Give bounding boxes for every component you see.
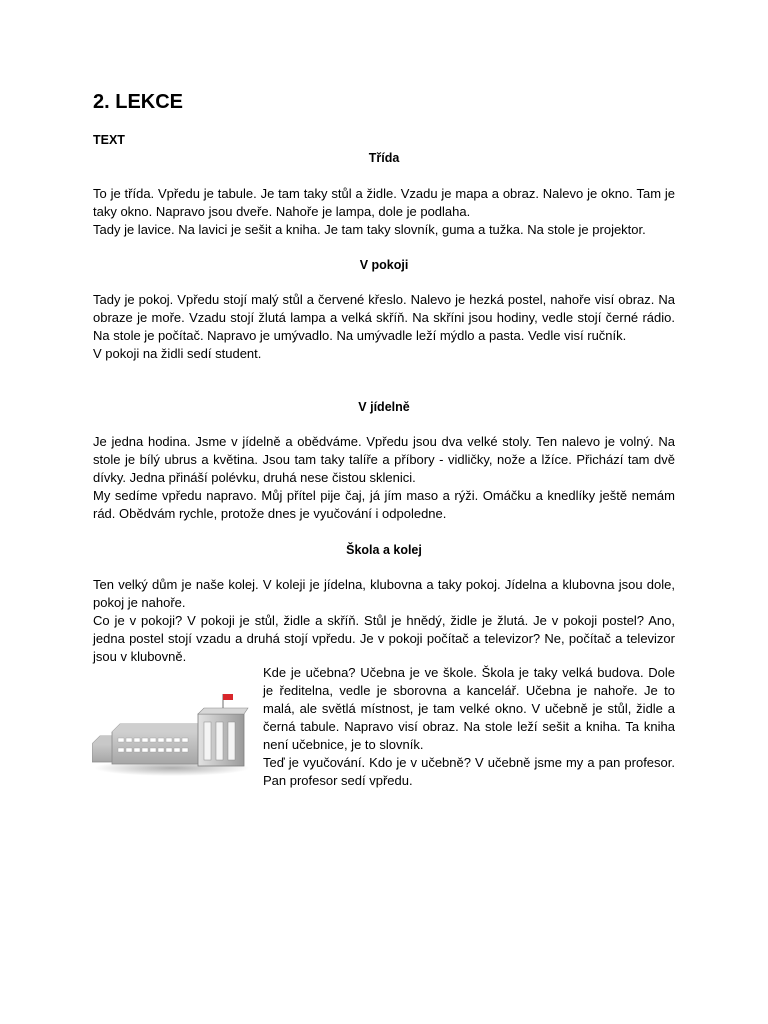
text-skola-a-kolej (93, 576, 675, 666)
paragraph: Teď je vyučování. Kdo je v učebně? V učebně jsme my a pan profesor. Pan profesor sedí vpředu. (263, 755, 675, 788)
heading-v-jidelne: V jídelně (358, 400, 410, 414)
paragraph: Kde je učebna? Učebna je ve škole. Škola je taky velká budova. Dole je ředitelna, vedle je sborovna a kancelář. Učebna je nahoře. Je to malá, ale světlá místnost, je tam velké okno. V učebně je stůl, židle a černá tabule. Napravo visí obraz. Na stole leží sešit a kniha. Ta kniha není učebnice, je to slovník. (263, 665, 675, 752)
paragraph: Ten velký dům je naše kolej. V koleji je jídelna, klubovna a taky pokoj. Jídelna a klubovna jsou dole, pokoj je nahoře. (93, 577, 675, 610)
text-trida (93, 185, 675, 239)
paragraph: Je jedna hodina. Jsme v jídelně a obědváme. Vpředu jsou dva velké stoly. Ten nalevo je volný. Na stole je bílý ubrus a květina. Jsou tam taky talíře a příbory - vidličky, nože a lžíce. Přichází tam dvě dívky. Jedna přináší polévku, druhá nese čistou sklenici. (93, 434, 675, 485)
paragraph: My sedíme vpředu napravo. Můj přítel pije čaj, já jím maso a rýži. Omáčku a knedlíky ještě nemám rád. Obědvám rychle, protože dnes je vyučování i odpoledne. (93, 488, 675, 521)
paragraph: To je třída. Vpředu je tabule. Je tam taky stůl a židle. Vzadu je mapa a obraz. Nalevo je okno. Tam je taky okno. Napravo jsou dveře. Nahoře je lampa, dole je podlaha. (93, 186, 675, 219)
school-building-icon (92, 692, 252, 780)
flag (223, 694, 233, 700)
paragraph: Tady je pokoj. Vpředu stojí malý stůl a červené křeslo. Nalevo je hezká postel, nahoře visí obraz. Na obraze je moře. Vzadu stojí žlutá lampa a velká skříň. Na skříni jsou hodiny, vedle stojí černé rádio. Na stole je počítač. Napravo je umývadlo. Na umývadle leží mýdlo a pasta. Vedle visí ručník. (93, 292, 675, 343)
section-label: TEXT (93, 133, 125, 147)
text-ucebna (263, 664, 675, 790)
paragraph: Co je v pokoji? V pokoji je stůl, židle a skříň. Stůl je hnědý, židle je žlutá. Je v pokoji postel? Ano, jedna postel stojí vzadu a druhá stojí vpředu. Je v pokoji počítač a televizor? Ne, počítač a televizor jsou v klubovně. (93, 613, 675, 664)
heading-v-pokoji: V pokoji (359, 258, 409, 272)
heading-skola-a-kolej: Škola a kolej (346, 543, 422, 557)
paragraph: V pokoji na židli sedí student. (93, 346, 262, 361)
text-v-pokoji (93, 291, 675, 363)
heading-trida: Třída (368, 151, 400, 165)
paragraph: Tady je lavice. Na lavici je sešit a kniha. Je tam taky slovník, guma a tužka. Na stole je projektor. (93, 222, 646, 237)
text-v-jidelne (93, 433, 675, 523)
lesson-title: 2. LEKCE (93, 91, 184, 113)
